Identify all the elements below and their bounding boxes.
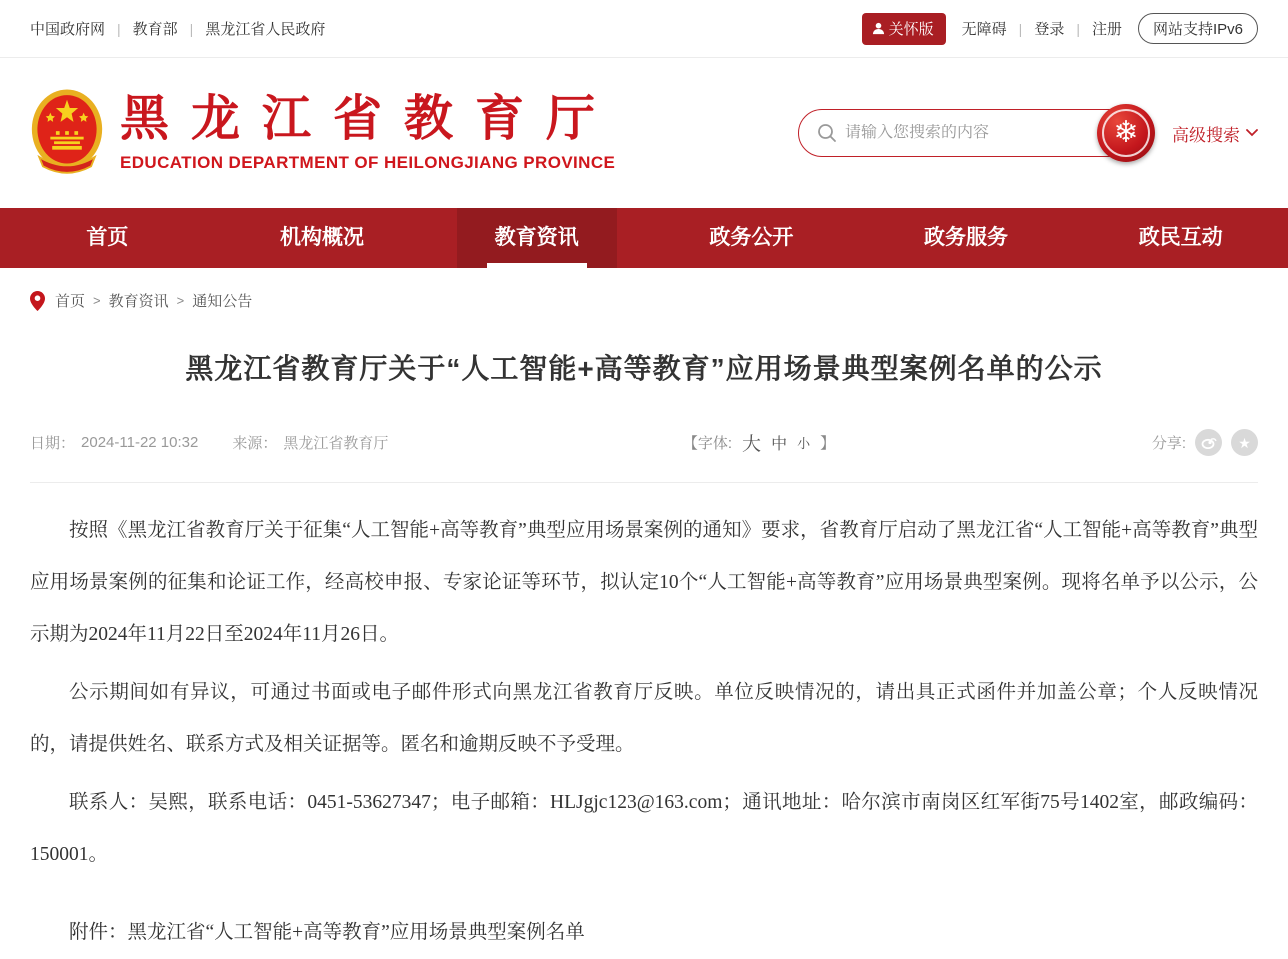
- source-value: 黑龙江省教育厅: [283, 435, 389, 452]
- paragraph: 按照《黑龙江省教育厅关于征集“人工智能+高等教育”典型应用场景案例的通知》要求，省教育厅启动了黑龙江省“人工智能+高等教育”典型应用场景案例的征集和论证工作，经高校申报、专家论证等环节，拟认定10个“人工智能+高等教育”应用场景典型案例。现将名单予以公示，公示期为2024年11月22日至2024年11月26日。: [30, 520, 1258, 645]
- separator: |: [189, 20, 194, 37]
- advanced-search-button[interactable]: [1172, 121, 1258, 146]
- register-link[interactable]: 注册: [1091, 21, 1122, 38]
- share-label: 分享:: [1151, 435, 1186, 452]
- meta-divider: [30, 482, 1258, 483]
- font-bracket-close: 】: [820, 435, 836, 452]
- government-links: [30, 18, 325, 39]
- font-bracket-open: 【字体:: [682, 435, 733, 452]
- weibo-icon: [1201, 437, 1217, 449]
- accessibility-link[interactable]: 无障碍: [961, 21, 1007, 38]
- search-area: [798, 109, 1258, 157]
- link-provincial-gov[interactable]: 黑龙江省人民政府: [205, 21, 326, 38]
- snowflake-icon: ❄: [1113, 115, 1139, 150]
- nav-item-home[interactable]: 首页: [86, 226, 129, 249]
- breadcrumb-education-news[interactable]: 教育资讯: [108, 293, 169, 310]
- site-title: 黑龙江省教育厅: [120, 92, 618, 147]
- font-size-large-button[interactable]: 大: [742, 434, 762, 455]
- font-size-controls: [460, 429, 1058, 456]
- nav-item-gov-disclosure[interactable]: 政务公开: [709, 226, 794, 249]
- article-meta: [30, 429, 1258, 456]
- date-value: 2024-11-22 10:32: [81, 434, 199, 451]
- search-input[interactable]: [845, 124, 1089, 142]
- main-nav: [0, 208, 1288, 268]
- share-weibo-button[interactable]: [1195, 429, 1222, 456]
- care-version-label: 关怀版: [888, 20, 934, 38]
- chevron-down-icon: [1246, 129, 1258, 137]
- share-qzone-button[interactable]: [1231, 429, 1258, 456]
- breadcrumb-home[interactable]: 首页: [55, 293, 86, 310]
- site-title-block: [120, 93, 617, 173]
- nav-item-education-news[interactable]: 教育资讯: [429, 208, 644, 268]
- font-size-small-button[interactable]: 小: [797, 436, 811, 451]
- paragraph: 公示期间如有异议，可通过书面或电子邮件形式向黑龙江省教育厅反映。单位反映情况的，请出具正式函件并加盖公章；个人反映情况的，请提供姓名、联系方式及相关证据等。匿名和逾期反映不予受理。: [30, 682, 1258, 755]
- article: [0, 347, 1288, 959]
- login-link[interactable]: 登录: [1034, 21, 1065, 38]
- separator: |: [117, 20, 121, 37]
- breadcrumb-notices[interactable]: 通知公告: [192, 293, 253, 310]
- share-controls: [1058, 429, 1258, 456]
- breadcrumb-separator: >: [93, 293, 101, 308]
- site-subtitle: EDUCATION DEPARTMENT OF HEILONGJIANG PROVINCE: [120, 152, 616, 172]
- page-title: 黑龙江省教育厅关于“人工智能+高等教育”应用场景典型案例名单的公示: [185, 353, 1103, 384]
- attachment-link[interactable]: 附件：黑龙江省“人工智能+高等教育”应用场景典型案例名单: [69, 922, 585, 943]
- nav-item-gov-services[interactable]: 政务服务: [924, 226, 1009, 249]
- meta-date-source: [30, 432, 460, 453]
- advanced-search-label: 高级搜索: [1172, 125, 1240, 145]
- site-logo[interactable]: [30, 88, 617, 178]
- link-china-gov[interactable]: 中国政府网: [30, 21, 106, 38]
- search-icon: [817, 123, 837, 143]
- ipv6-support-badge: 网站支持IPv6: [1138, 13, 1258, 44]
- person-icon: [872, 22, 885, 35]
- search-box: [798, 109, 1150, 157]
- source-label: 来源：: [232, 435, 278, 452]
- search-submit-button[interactable]: [1097, 104, 1155, 162]
- star-icon: ★: [1238, 434, 1251, 451]
- separator: |: [1018, 20, 1023, 37]
- breadcrumb: [0, 268, 1288, 321]
- national-emblem: [30, 88, 104, 178]
- link-ministry-education[interactable]: 教育部: [132, 21, 178, 38]
- care-version-button[interactable]: [862, 13, 946, 45]
- paragraph: 联系人：吴熙，联系电话：0451-53627347；电子邮箱：HLJgjc123@163.com；通讯地址：哈尔滨市南岗区红军街75号1402室，邮政编码：150001。: [30, 792, 1258, 865]
- date-label: 日期：: [30, 435, 76, 452]
- nav-item-organization[interactable]: 机构概况: [280, 226, 364, 249]
- location-pin-icon: [30, 291, 45, 311]
- separator: |: [1076, 20, 1080, 37]
- breadcrumb-separator: >: [176, 293, 185, 308]
- font-size-medium-button[interactable]: 中: [771, 436, 788, 453]
- site-header: [0, 58, 1288, 208]
- account-links: [862, 13, 1258, 45]
- article-body: [30, 505, 1258, 959]
- nav-item-public-interaction[interactable]: 政民互动: [1138, 226, 1223, 249]
- top-utility-bar: [0, 0, 1288, 58]
